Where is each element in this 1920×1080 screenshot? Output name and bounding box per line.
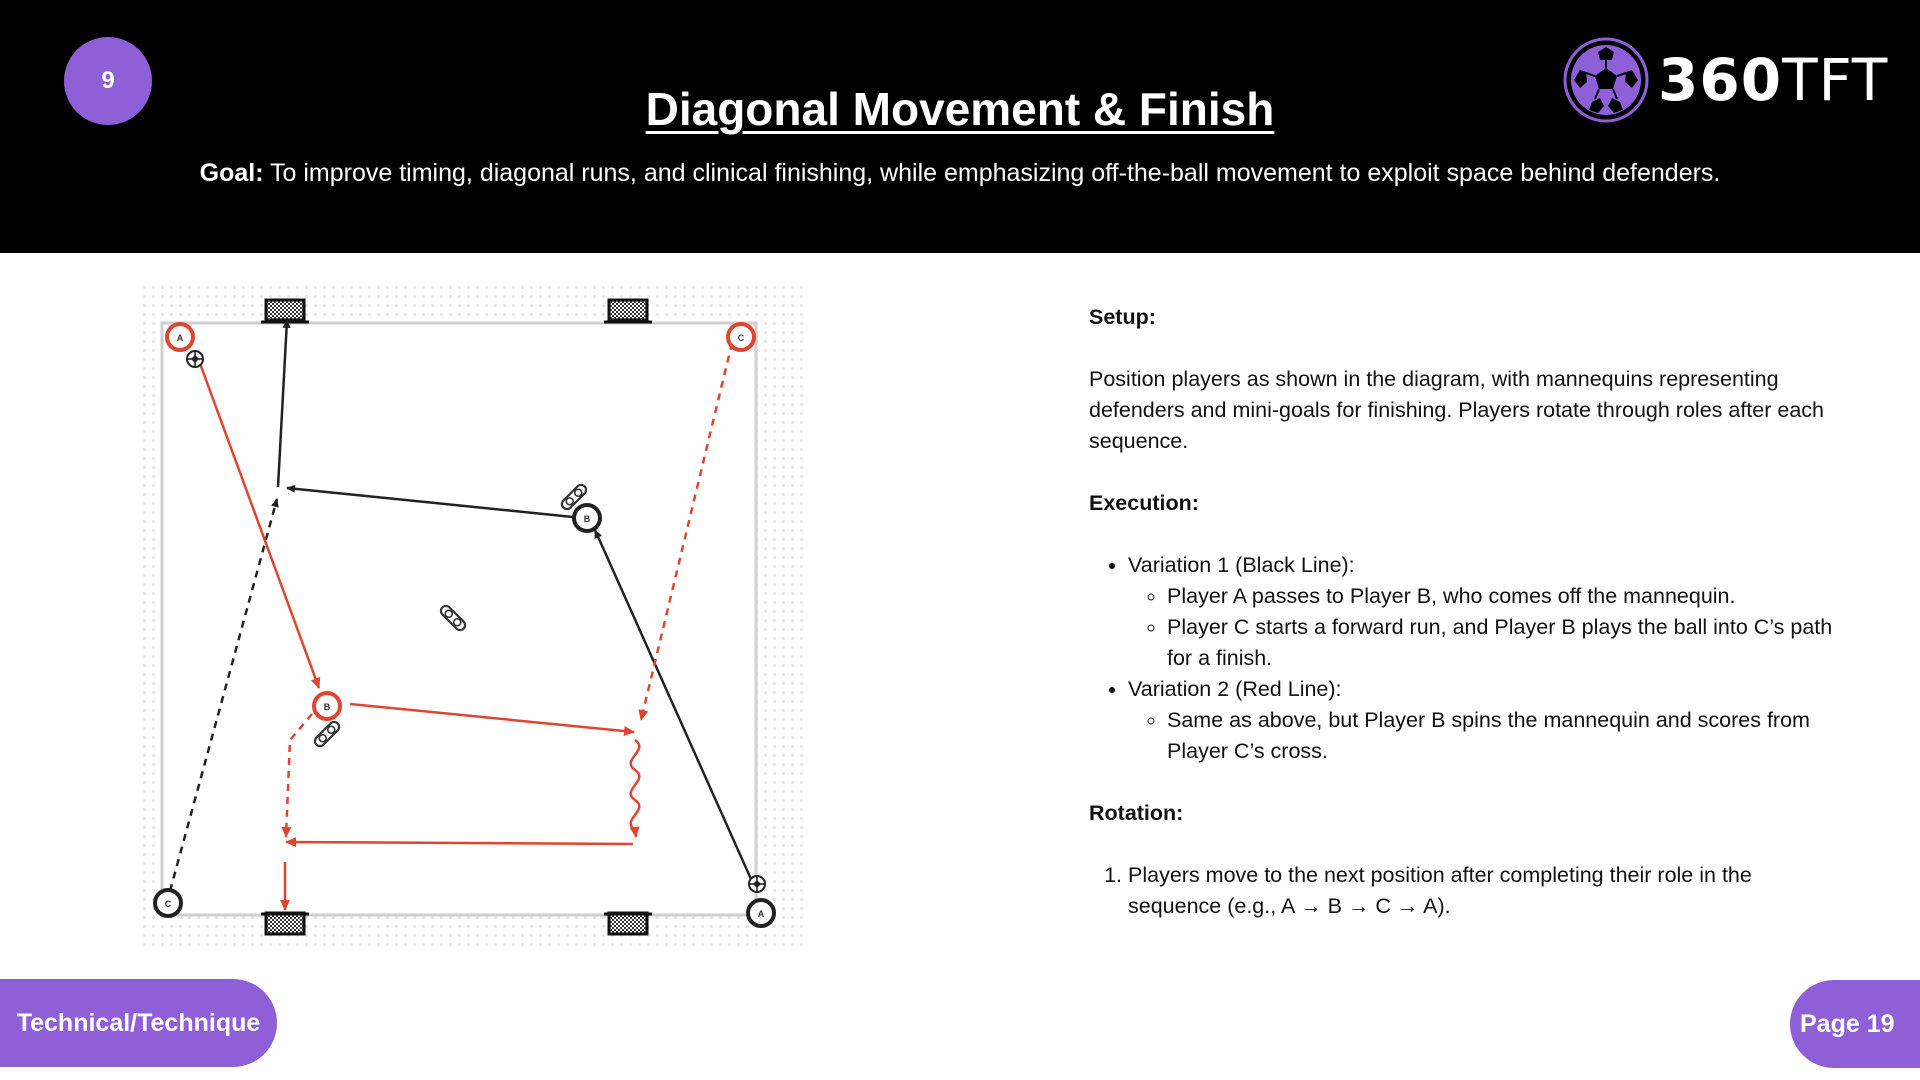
player-a-red [167,324,193,350]
player-b-red [314,693,340,719]
mini-goal-top-left [261,300,309,322]
player-a-black [748,900,774,926]
setup-heading: Setup: [1089,305,1156,329]
list-item: ◦ Same as above, but Player B spins the mannequin and scores from Player C’s cross. [1167,705,1849,767]
drill-number-badge: 9 [64,37,152,125]
svg-text:C: C [737,333,745,343]
list-item: 1. Players move to the next position after completing their role in the sequence (e.g., A → B → C → A). [1128,860,1849,922]
goal-statement [0,159,1920,188]
rotation-heading: Rotation: [1089,801,1184,825]
player-c-red [728,324,754,350]
mini-goal-bottom-right [604,913,652,934]
mini-goal-top-right [604,300,652,322]
ball-icon [187,351,203,367]
player-c-black [155,890,181,916]
soccer-ball-logo-icon [1562,36,1650,124]
list-item: • Variation 2 (Red Line): ◦ Same as above, but Player B spins the mannequin and scores from Player C’s cross. [1128,674,1849,767]
mini-goal-bottom-left [261,913,309,934]
svg-text:B: B [323,702,331,712]
setup-text: Position players as shown in the diagram, with mannequins representing defenders and mini-goals for finishing. Players rotate through roles after each sequence. [1089,367,1824,453]
category-tag: Technical/Technique [0,979,277,1067]
brand-wordmark: 360TFT [1658,46,1889,114]
svg-text:B: B [583,514,591,524]
page-title: Diagonal Movement & Finish [645,83,1275,135]
list-item: • Variation 1 (Black Line): ◦ Player A passes to Player B, who comes off the mannequin. ◦ Player C starts a forward run, and Player B plays the ball into C’s path for a finish. [1128,550,1849,674]
goal-text: To improve timing, diagonal runs, and clinical finishing, while emphasizing off-the-ball movement to exploit space behind defenders. [263,159,1721,187]
player-b-black [574,505,600,531]
rotation-list [1089,860,1849,922]
svg-text:C: C [164,899,172,909]
svg-text:A: A [176,333,184,343]
drill-instructions [1089,302,1849,922]
list-item: ◦ Player C starts a forward run, and Player B plays the ball into C’s path for a finish. [1167,612,1849,674]
ball-icon [749,876,765,892]
brand-logo [1562,36,1888,124]
execution-list [1089,550,1849,767]
svg-text:A: A [757,909,765,919]
drill-diagram [140,283,804,947]
goal-label: Goal: [199,159,264,187]
page-number: Page 19 [1790,980,1920,1068]
list-item: ◦ Player A passes to Player B, who comes off the mannequin. [1167,581,1849,612]
header-bar [0,0,1920,253]
execution-heading: Execution: [1089,491,1199,515]
